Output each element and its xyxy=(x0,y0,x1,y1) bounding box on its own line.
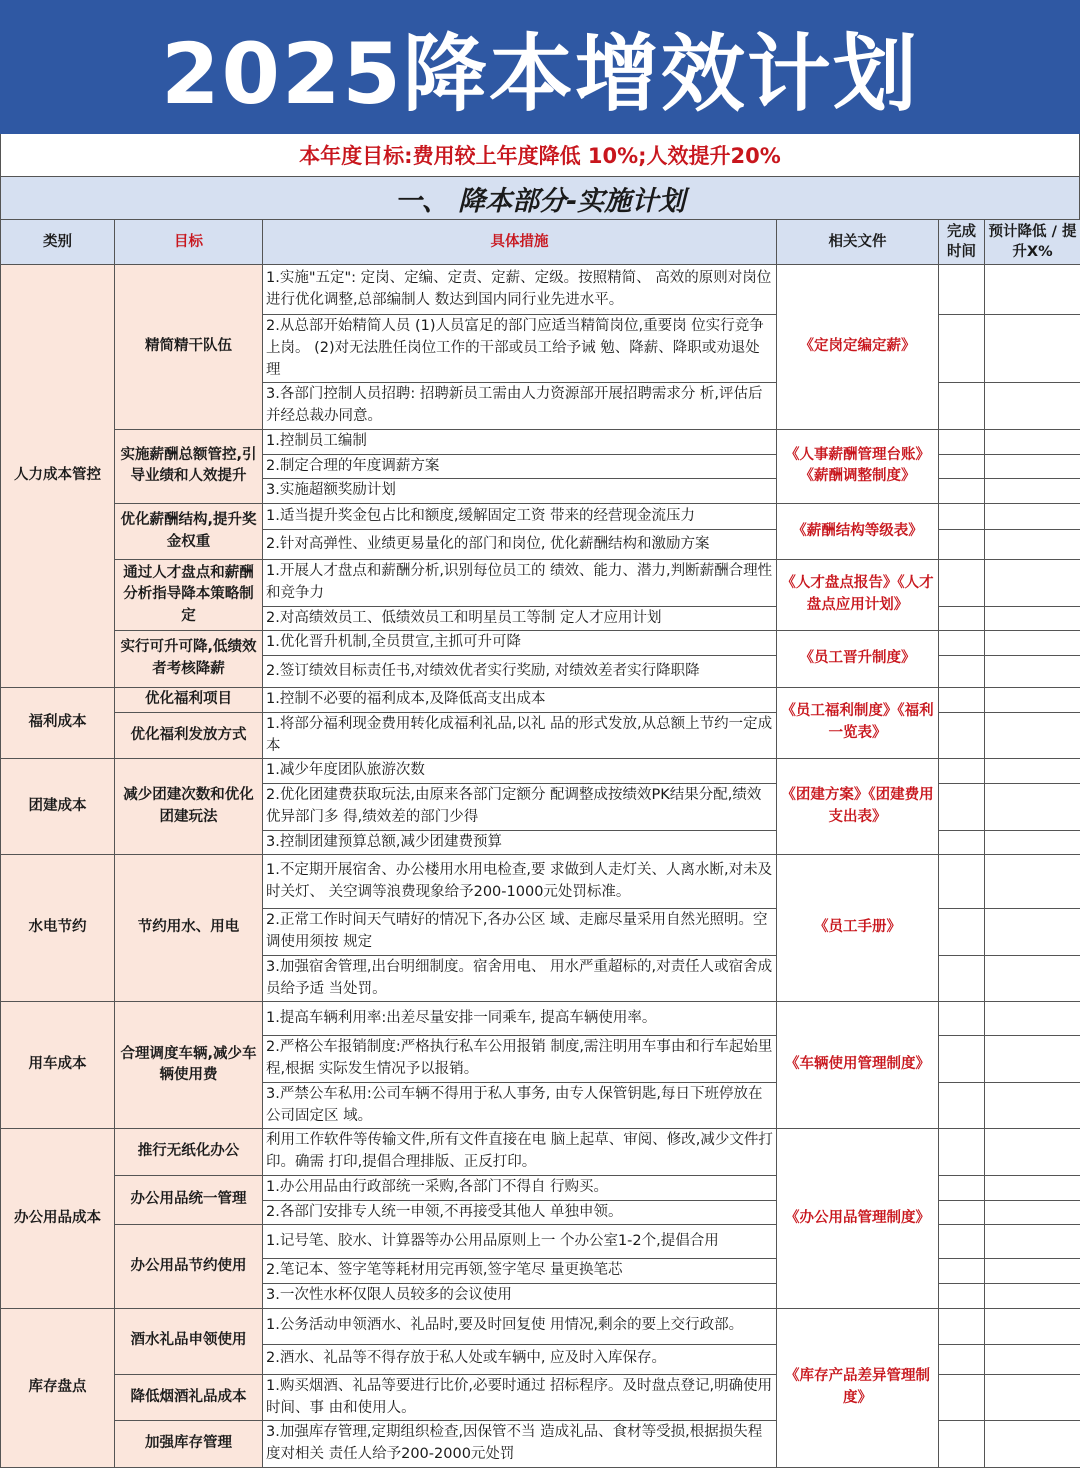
target-cell: 实行可升可降,低绩效者考核降薪 xyxy=(115,631,263,688)
category-cell: 人力成本管控 xyxy=(1,265,115,688)
header-target: 目标 xyxy=(115,220,263,265)
finish-time-cell[interactable] xyxy=(939,631,985,656)
document-cell: 《员工手册》 xyxy=(777,855,939,1002)
table-row xyxy=(1,1129,1080,1176)
table-row xyxy=(1,429,1080,454)
measure-cell: 1.控制不必要的福利成本,及降低高支出成本 xyxy=(263,688,777,713)
measure-cell: 1.开展人才盘点和薪酬分析,识别每位员工的 绩效、能力、潜力,判断薪酬合理性和竞争力 xyxy=(263,560,777,607)
finish-time-cell[interactable] xyxy=(939,855,985,909)
document-cell: 《人才盘点报告》《人才盘点应用计划》 xyxy=(777,560,939,631)
measure-cell: 2.正常工作时间天气晴好的情况下,各办公区 域、走廊尽量采用自然光照明。空调使用须按 规定 xyxy=(263,909,777,956)
title-banner xyxy=(0,0,1080,134)
expected-cell[interactable] xyxy=(985,1259,1080,1284)
plan-table xyxy=(0,219,1080,1468)
category-cell: 库存盘点 xyxy=(1,1308,115,1467)
finish-time-cell[interactable] xyxy=(939,712,985,759)
finish-time-cell[interactable] xyxy=(939,1175,985,1200)
finish-time-cell[interactable] xyxy=(939,479,985,504)
table-row xyxy=(1,265,1080,315)
expected-cell[interactable] xyxy=(985,855,1080,909)
header-expected: 预计降低 / 提 升X% xyxy=(985,220,1080,265)
finish-time-cell[interactable] xyxy=(939,688,985,713)
measure-cell: 3.控制团建预算总额,减少团建费预算 xyxy=(263,830,777,855)
measure-cell: 1.减少年度团队旅游次数 xyxy=(263,759,777,784)
finish-time-cell[interactable] xyxy=(939,656,985,688)
page-title: 2025降本增效计划 xyxy=(161,7,919,128)
measure-cell: 2.严格公车报销制度:严格执行私车公用报销 制度,需注明用车事由和行车起始里程,根据 实际发生情况予以报销。 xyxy=(263,1036,777,1083)
measure-cell: 2.对高绩效员工、低绩效员工和明星员工等制 定人才应用计划 xyxy=(263,606,777,631)
expected-cell[interactable] xyxy=(985,1284,1080,1309)
target-cell: 加强库存管理 xyxy=(115,1421,263,1468)
section-title: 一、 降本部分-实施计划 xyxy=(0,177,1080,219)
expected-cell[interactable] xyxy=(985,1175,1080,1200)
finish-time-cell[interactable] xyxy=(939,1225,985,1259)
finish-time-cell[interactable] xyxy=(939,784,985,831)
measure-cell: 3.各部门控制人员招聘: 招聘新员工需由人力资源部开展招聘需求分 析,评估后并经总裁办同意。 xyxy=(263,383,777,430)
expected-cell[interactable] xyxy=(985,712,1080,759)
finish-time-cell[interactable] xyxy=(939,1259,985,1284)
finish-time-cell[interactable] xyxy=(939,504,985,530)
table-row xyxy=(1,855,1080,909)
measure-cell: 1.优化晋升机制,全员贯宣,主抓可升可降 xyxy=(263,631,777,656)
expected-cell[interactable] xyxy=(985,530,1080,560)
expected-cell[interactable] xyxy=(985,909,1080,956)
category-cell: 福利成本 xyxy=(1,688,115,759)
header-category: 类别 xyxy=(1,220,115,265)
expected-cell[interactable] xyxy=(985,759,1080,784)
finish-time-cell[interactable] xyxy=(939,606,985,631)
measure-cell: 2.签订绩效目标责任书,对绩效优者实行奖励, 对绩效差者实行降职降 xyxy=(263,656,777,688)
finish-time-cell[interactable] xyxy=(939,830,985,855)
finish-time-cell[interactable] xyxy=(939,1129,985,1176)
document-cell: 《薪酬结构等级表》 xyxy=(777,504,939,560)
category-cell: 用车成本 xyxy=(1,1002,115,1129)
target-cell: 合理调度车辆,减少车辆使用费 xyxy=(115,1002,263,1129)
finish-time-cell[interactable] xyxy=(939,1344,985,1374)
measure-cell: 1.实施"五定": 定岗、定编、定责、定薪、定级。按照精简、 高效的原则对岗位进行优化调整,总部编制人 数达到国内同行业先进水平。 xyxy=(263,265,777,315)
finish-time-cell[interactable] xyxy=(939,1200,985,1225)
measure-cell: 2.酒水、礼品等不得存放于私人处或车辆中, 应及时入库保存。 xyxy=(263,1344,777,1374)
measure-cell: 3.严禁公车私用:公司车辆不得用于私人事务, 由专人保管钥匙,每日下班停放在公司固定区 域。 xyxy=(263,1082,777,1129)
measure-cell: 2.从总部开始精简人员 (1)人员富足的部门应适当精简岗位,重要岗 位实行竞争上岗。 (2)对无法胜任岗位工作的干部或员工给予诫 勉、降薪、降职或劝退处理 xyxy=(263,315,777,383)
measure-cell: 2.笔记本、签字笔等耗材用完再领,签字笔尽 量更换笔芯 xyxy=(263,1259,777,1284)
finish-time-cell[interactable] xyxy=(939,955,985,1002)
measure-cell: 1.将部分福利现金费用转化成福利礼品,以礼 品的形式发放,从总额上节约一定成本 xyxy=(263,712,777,759)
header-measures: 具体措施 xyxy=(263,220,777,265)
expected-cell[interactable] xyxy=(985,504,1080,530)
expected-cell[interactable] xyxy=(985,1308,1080,1344)
finish-time-cell[interactable] xyxy=(939,1284,985,1309)
header-finish-time: 完成时间 xyxy=(939,220,985,265)
annual-goal: 本年度目标:费用较上年度降低 10%;人效提升20% xyxy=(0,134,1080,177)
measure-cell: 3.加强宿舍管理,出台明细制度。宿舍用电、 用水严重超标的,对责任人或宿舍成员给予适 当处罚。 xyxy=(263,955,777,1002)
expected-cell[interactable] xyxy=(985,560,1080,607)
table-row xyxy=(1,759,1080,784)
measure-cell: 2.优化团建费获取玩法,由原来各部门定额分 配调整成按绩效PK结果分配,绩效优异部门多 得,绩效差的部门少得 xyxy=(263,784,777,831)
finish-time-cell[interactable] xyxy=(939,383,985,430)
table-row xyxy=(1,631,1080,656)
expected-cell[interactable] xyxy=(985,383,1080,430)
target-cell: 酒水礼品申领使用 xyxy=(115,1308,263,1374)
target-cell: 办公用品节约使用 xyxy=(115,1225,263,1309)
measure-cell: 1.记号笔、胶水、计算器等办公用品原则上一 个办公室1-2个,提倡合用 xyxy=(263,1225,777,1259)
measure-cell: 2.针对高弹性、业绩更易量化的部门和岗位, 优化薪酬结构和激励方案 xyxy=(263,530,777,560)
expected-cell[interactable] xyxy=(985,1002,1080,1036)
table-header-row xyxy=(1,220,1080,265)
target-cell: 优化福利项目 xyxy=(115,688,263,713)
target-cell: 精简精干队伍 xyxy=(115,265,263,430)
finish-time-cell[interactable] xyxy=(939,1421,985,1468)
target-cell: 优化福利发放方式 xyxy=(115,712,263,759)
expected-cell[interactable] xyxy=(985,1036,1080,1083)
measure-cell: 1.公务活动申领酒水、礼品时,要及时回复使 用情况,剩余的要上交行政部。 xyxy=(263,1308,777,1344)
finish-time-cell[interactable] xyxy=(939,454,985,479)
measure-cell: 1.控制员工编制 xyxy=(263,429,777,454)
expected-cell[interactable] xyxy=(985,1374,1080,1421)
target-cell: 减少团建次数和优化团建玩法 xyxy=(115,759,263,855)
finish-time-cell[interactable] xyxy=(939,1082,985,1129)
document-cell: 《员工晋升制度》 xyxy=(777,631,939,688)
finish-time-cell[interactable] xyxy=(939,530,985,560)
document-cell: 《车辆使用管理制度》 xyxy=(777,1002,939,1129)
expected-cell[interactable] xyxy=(985,1129,1080,1176)
table-row xyxy=(1,560,1080,607)
expected-cell[interactable] xyxy=(985,454,1080,479)
measure-cell: 1.提高车辆利用率:出差尽量安排一同乘车, 提高车辆使用率。 xyxy=(263,1002,777,1036)
measure-cell: 2.制定合理的年度调薪方案 xyxy=(263,454,777,479)
measure-cell: 利用工作软件等传输文件,所有文件直接在电 脑上起草、审阅、修改,减少文件打印。确需 打印,提倡合理排版、正反打印。 xyxy=(263,1129,777,1176)
expected-cell[interactable] xyxy=(985,1200,1080,1225)
document-cell: 《员工福利制度》《福利一览表》 xyxy=(777,688,939,759)
expected-cell[interactable] xyxy=(985,656,1080,688)
expected-cell[interactable] xyxy=(985,955,1080,1002)
finish-time-cell[interactable] xyxy=(939,1002,985,1036)
expected-cell[interactable] xyxy=(985,1225,1080,1259)
expected-cell[interactable] xyxy=(985,631,1080,656)
expected-cell[interactable] xyxy=(985,479,1080,504)
finish-time-cell[interactable] xyxy=(939,1374,985,1421)
finish-time-cell[interactable] xyxy=(939,429,985,454)
expected-cell[interactable] xyxy=(985,1344,1080,1374)
measure-cell: 3.一次性水杯仅限人员较多的会议使用 xyxy=(263,1284,777,1309)
table-row xyxy=(1,688,1080,713)
target-cell: 实施薪酬总额管控,引导业绩和人效提升 xyxy=(115,429,263,503)
target-cell: 推行无纸化办公 xyxy=(115,1129,263,1176)
document-cell: 《办公用品管理制度》 xyxy=(777,1129,939,1309)
finish-time-cell[interactable] xyxy=(939,1308,985,1344)
target-cell: 通过人才盘点和薪酬分析指导降本策略制定 xyxy=(115,560,263,631)
target-cell: 降低烟酒礼品成本 xyxy=(115,1374,263,1421)
finish-time-cell[interactable] xyxy=(939,315,985,383)
document-cell: 《人事薪酬管理台账》《薪酬调整制度》 xyxy=(777,429,939,503)
measure-cell: 2.各部门安排专人统一申领,不再接受其他人 单独申领。 xyxy=(263,1200,777,1225)
target-cell: 办公用品统一管理 xyxy=(115,1175,263,1225)
finish-time-cell[interactable] xyxy=(939,1036,985,1083)
expected-cell[interactable] xyxy=(985,784,1080,831)
document-cell: 《定岗定编定薪》 xyxy=(777,265,939,430)
category-cell: 办公用品成本 xyxy=(1,1129,115,1309)
target-cell: 节约用水、用电 xyxy=(115,855,263,1002)
measure-cell: 1.适当提升奖金包占比和额度,缓解固定工资 带来的经营现金流压力 xyxy=(263,504,777,530)
measure-cell: 1.购买烟酒、礼品等要进行比价,必要时通过 招标程序。及时盘点登记,明确使用时间、事 由和使用人。 xyxy=(263,1374,777,1421)
expected-cell[interactable] xyxy=(985,606,1080,631)
measure-cell: 1.办公用品由行政部统一采购,各部门不得自 行购买。 xyxy=(263,1175,777,1200)
table-row xyxy=(1,1002,1080,1036)
measure-cell: 1.不定期开展宿舍、办公楼用水用电检查,要 求做到人走灯关、人离水断,对未及时关灯、 关空调等浪费现象给予200-1000元处罚标准。 xyxy=(263,855,777,909)
measure-cell: 3.加强库存管理,定期组织检查,因保管不当 造成礼品、食材等受损,根据损失程度对相关 责任人给予200-2000元处罚 xyxy=(263,1421,777,1468)
table-row xyxy=(1,504,1080,530)
table-row xyxy=(1,1308,1080,1344)
document-cell: 《库存产品差异管理制度》 xyxy=(777,1308,939,1467)
document-cell: 《团建方案》《团建费用支出表》 xyxy=(777,759,939,855)
measure-cell: 3.实施超额奖励计划 xyxy=(263,479,777,504)
expected-cell[interactable] xyxy=(985,429,1080,454)
expected-cell[interactable] xyxy=(985,1421,1080,1468)
expected-cell[interactable] xyxy=(985,830,1080,855)
expected-cell[interactable] xyxy=(985,688,1080,713)
category-cell: 团建成本 xyxy=(1,759,115,855)
category-cell: 水电节约 xyxy=(1,855,115,1002)
finish-time-cell[interactable] xyxy=(939,265,985,315)
target-cell: 优化薪酬结构,提升奖金权重 xyxy=(115,504,263,560)
finish-time-cell[interactable] xyxy=(939,560,985,607)
header-documents: 相关文件 xyxy=(777,220,939,265)
expected-cell[interactable] xyxy=(985,315,1080,383)
finish-time-cell[interactable] xyxy=(939,909,985,956)
expected-cell[interactable] xyxy=(985,265,1080,315)
expected-cell[interactable] xyxy=(985,1082,1080,1129)
finish-time-cell[interactable] xyxy=(939,759,985,784)
